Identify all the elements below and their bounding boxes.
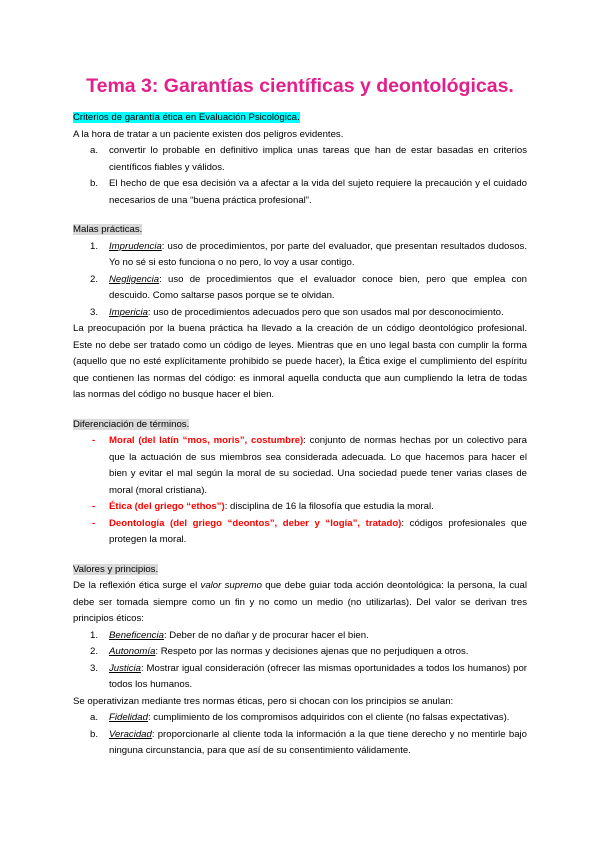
list-item <box>73 143 527 176</box>
list-item <box>73 727 527 760</box>
list-item-text: : uso de procedimientos que el evaluador conoce bien, pero que emplea con descuido. Como saltarse pasos porque se te olvidan. <box>109 273 527 301</box>
term-label: Moral (del latín “mos, moris”, costumbre) <box>109 435 304 446</box>
section-intro: A la hora de tratar a un paciente existen dos peligros evidentes. <box>73 128 344 140</box>
list-marker: 3. <box>90 306 99 318</box>
document-body <box>73 110 527 760</box>
list-marker: - <box>92 501 96 512</box>
term-label: Negligencia <box>109 273 160 285</box>
list-marker: 3. <box>90 662 99 674</box>
term-label: Deontología (del griego “deontos”, deber y “logía”, tratado) <box>109 517 402 529</box>
list-item-text: : disciplina de 16 la filosofía que estudia la moral. <box>224 501 434 512</box>
term-label: Imprudencia <box>109 240 162 252</box>
list-marker: a. <box>90 145 99 156</box>
paragraph: Se operativizan mediante tres normas éticas, pero si chocan con los principios se anulan: <box>73 695 454 707</box>
paragraph <box>73 578 527 628</box>
list-item-text: : uso de procedimientos adecuados pero que son usados mal por desconocimiento. <box>147 306 504 318</box>
section-heading-valores <box>73 562 527 579</box>
list-item-text: : códigos profesionales que protegen la moral. <box>109 517 527 545</box>
term-label: Veracidad <box>109 728 152 740</box>
list-item-text: : Deber de no dañar y de procurar hacer el bien. <box>163 629 369 641</box>
paragraph-text: De la reflexión ética surge el <box>73 580 201 591</box>
list-marker: a. <box>90 712 99 723</box>
list-item <box>73 628 527 645</box>
paragraph: La preocupación por la buena práctica ha llevado a la creación de un código deontológico profesional. Este no debe ser tratado como un código de leyes. Mientras que en uno legal basta con cumplir la forma (aquello que no esté explícitamente prohibido se puede hacer), la Ética exige el cumplimiento del espíritu que contienen las normas del código: es inmoral aquella conducta que aun cumpliendo la letra de todas las normas del código no busque hacer el bien. <box>73 323 527 400</box>
list-marker: b. <box>90 178 99 189</box>
term-label: Ética (del griego “ethos”) <box>109 501 225 512</box>
page-title: Tema 3: Garantías científicas y deontológicas. <box>86 75 514 97</box>
section-heading-criterios <box>73 110 527 127</box>
list-item <box>73 433 527 499</box>
list-item-text: El hecho de que esa decisión va a afectar a la vida del sujeto requiere la precaución y el cuidado necesarios de una “buena práctica profesional”. <box>109 178 527 206</box>
list-item <box>73 644 527 661</box>
list-marker: 1. <box>90 629 99 641</box>
list-marker: 1. <box>90 240 99 252</box>
list-item-text: convertir lo probable en definitivo implica unas tareas que han de estar basadas en criterios científicos fiables y válidos. <box>109 145 527 173</box>
section-heading-malas-practicas <box>73 222 527 239</box>
list-item <box>73 176 527 209</box>
list-item-text: : Mostrar igual consideración (ofrecer las mismas oportunidades a todos los humanos) por todos los humanos. <box>109 662 527 690</box>
term-label: Beneficencia <box>109 629 164 641</box>
list-item-text: : proporcionarle al cliente toda la información a la que tiene derecho y no mentirle bajo ninguna circunstancia, para que así de su consentimiento válidamente. <box>109 728 527 756</box>
section-heading-text: Criterios de garantía ética en Evaluación Psicológica. <box>73 112 300 123</box>
section-heading-text: Valores y principios. <box>73 563 159 575</box>
list-item <box>73 272 527 305</box>
list-item-text: : conjunto de normas hechas por un colectivo para que la actuación de sus miembros sea considerada adecuada. Lo que hacemos para hacer el bien y evitar el mal según la moral de su sociedad. Una sociedad puede tener varias clases de moral (moral cristiana). <box>109 435 527 496</box>
list-marker: 2. <box>90 273 99 285</box>
term-label: Autonomía <box>109 646 156 657</box>
list-item <box>73 499 527 516</box>
term-label: Justicia <box>109 662 141 674</box>
list-marker: 2. <box>90 646 99 657</box>
list-item <box>73 661 527 694</box>
list-item <box>73 710 527 727</box>
section-heading-text: Diferenciación de términos. <box>73 418 190 430</box>
list-item-text: : cumplimiento de los compromisos adquiridos con el cliente (no falsas expectativas). <box>147 712 510 723</box>
term-label: Impericia <box>109 306 148 318</box>
list-item <box>73 305 527 322</box>
paragraph-text: que debe guiar toda acción deontológica: la persona, la cual debe ser tomada siempre como un fin y no como un medio (no utilizarlas). Del valor se derivan tres principios éticos: <box>73 580 527 624</box>
list-item <box>73 516 527 549</box>
list-marker: - <box>92 517 96 529</box>
list-item-text: : uso de procedimientos, por parte del evaluador, que presentan resultados dudosos. Yo no sé si esto funciona o no pero, lo voy a usar contigo. <box>109 240 527 268</box>
section-heading-text: Malas prácticas. <box>73 224 143 235</box>
list-item-text: : Respeto por las normas y decisiones ajenas que no perjudiquen a otros. <box>155 646 469 657</box>
section-heading-diferenciacion <box>73 417 527 434</box>
list-marker: b. <box>90 728 99 740</box>
emphasis-text: valor supremo <box>200 580 262 591</box>
list-item <box>73 239 527 272</box>
term-label: Fidelidad <box>109 712 148 723</box>
list-marker: - <box>92 435 96 446</box>
